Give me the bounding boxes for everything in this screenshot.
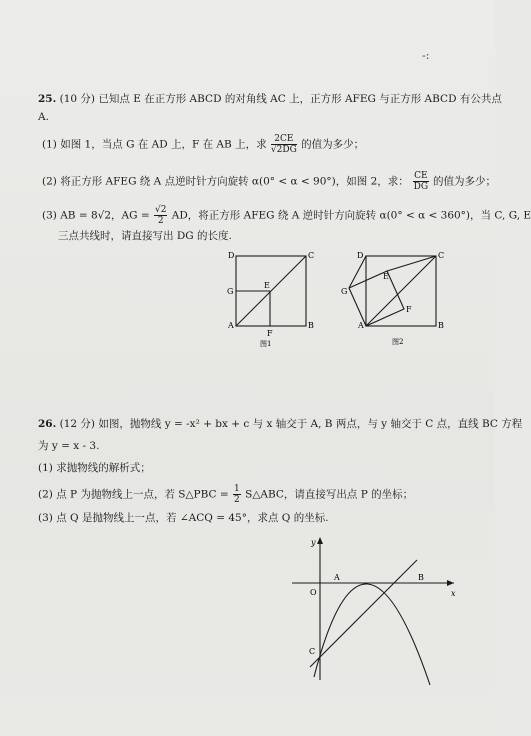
parabola	[314, 584, 430, 685]
segment-gd	[349, 256, 366, 288]
q26-number: 26.	[38, 418, 57, 430]
q26-part2-tail: S△ABC，请直接写出点 P 的坐标；	[245, 488, 414, 501]
label-f: F	[406, 305, 412, 314]
y-axis-arrow-icon	[317, 537, 323, 544]
q25-part3-tail: AD，将正方形 AFEG 绕 A 逆时针方向旋转 α(0° < α < 360°)，当 C, G, E	[171, 209, 531, 222]
q25-part2	[42, 171, 496, 192]
q25-part3	[42, 205, 531, 226]
label-b: B	[418, 573, 424, 582]
fraction-numerator: CE	[414, 171, 428, 181]
fraction-denominator: √2DG	[270, 145, 297, 155]
square-afeg	[349, 271, 404, 326]
q25-stem-text: 已知点 E 在正方形 ABCD 的对角线 AC 上，正方形 AFEG 与正方形 ABCD 有公共点	[98, 93, 502, 105]
q26-graph	[292, 535, 467, 685]
q26-part2-fraction	[233, 484, 241, 505]
corner-mark: -:	[422, 49, 430, 62]
label-a: A	[334, 573, 340, 582]
fraction-denominator: DG	[413, 182, 429, 192]
q26-stem-text: 如图，抛物线 y = -x² + bx + c 与 x 轴交于 A, B 两点，与 y 轴交于 C 点，直线 BC 方程	[98, 418, 523, 430]
q26-part1: (1) 求抛物线的解析式；	[38, 462, 151, 474]
label-b: B	[438, 321, 444, 330]
q25-part2-fraction	[413, 171, 428, 192]
label-o: O	[310, 588, 317, 597]
q25-part3-text: (3) AB = 8√2，AG =	[42, 209, 150, 222]
x-axis-arrow-icon	[447, 580, 454, 586]
q25-part2-text: (2) 将正方形 AFEG 绕 A 点逆时针方向旋转 α(0° < α < 90°)，如图 2，求：	[42, 175, 409, 188]
label-y: y	[311, 538, 316, 547]
fraction-numerator: 2CE	[271, 134, 297, 145]
figure-1-caption: 图1	[260, 340, 272, 348]
label-b: B	[308, 321, 314, 330]
line-bc	[310, 560, 417, 667]
q25-figure-1	[222, 248, 322, 350]
fraction-denominator: 2	[157, 216, 164, 226]
fraction-numerator: 1	[234, 484, 240, 494]
q26-part3: (3) 点 Q 是抛物线上一点，若 ∠ACQ = 45°，求点 Q 的坐标.	[38, 512, 329, 524]
q26-stem-line2: 为 y = x - 3.	[38, 440, 100, 452]
q25-number: 25.	[38, 93, 57, 105]
q25-part3-line2: 三点共线时，请直接写出 DG 的长度.	[58, 230, 232, 242]
q26-part2	[38, 484, 413, 505]
q25-stem-line1	[38, 92, 502, 106]
q25-part1-text: (1) 如图 1，当点 G 在 AD 上，F 在 AB 上，求	[42, 138, 267, 151]
label-e: E	[383, 272, 389, 281]
label-c: C	[309, 647, 316, 656]
q26-stem-line1	[38, 417, 522, 431]
label-c: C	[308, 251, 315, 260]
figure-2-caption: 图2	[392, 338, 404, 346]
label-a: A	[228, 321, 234, 330]
q25-points: (10 分)	[59, 93, 96, 105]
q25-stem-line2: A.	[38, 111, 49, 123]
label-c: C	[438, 251, 445, 260]
fraction-denominator: 2	[234, 495, 240, 505]
q25-part2-tail: 的值为多少；	[432, 175, 496, 188]
q25-figure-2	[340, 248, 455, 350]
label-f: F	[267, 329, 273, 338]
q25-part3-fraction	[154, 205, 167, 226]
q25-part1	[42, 134, 364, 155]
label-d: D	[357, 251, 364, 260]
label-e: E	[264, 281, 270, 290]
q25-part1-tail: 的值为多少；	[301, 138, 365, 151]
fraction-numerator: √2	[154, 205, 167, 215]
label-g: G	[341, 287, 348, 296]
label-a: A	[358, 321, 364, 330]
q25-part1-fraction	[271, 134, 297, 155]
label-x: x	[451, 589, 456, 598]
q26-points: (12 分)	[59, 418, 96, 430]
label-d: D	[228, 251, 235, 260]
q26-part2-text: (2) 点 P 为抛物线上一点，若 S△PBC =	[38, 488, 229, 501]
label-g: G	[227, 287, 234, 296]
